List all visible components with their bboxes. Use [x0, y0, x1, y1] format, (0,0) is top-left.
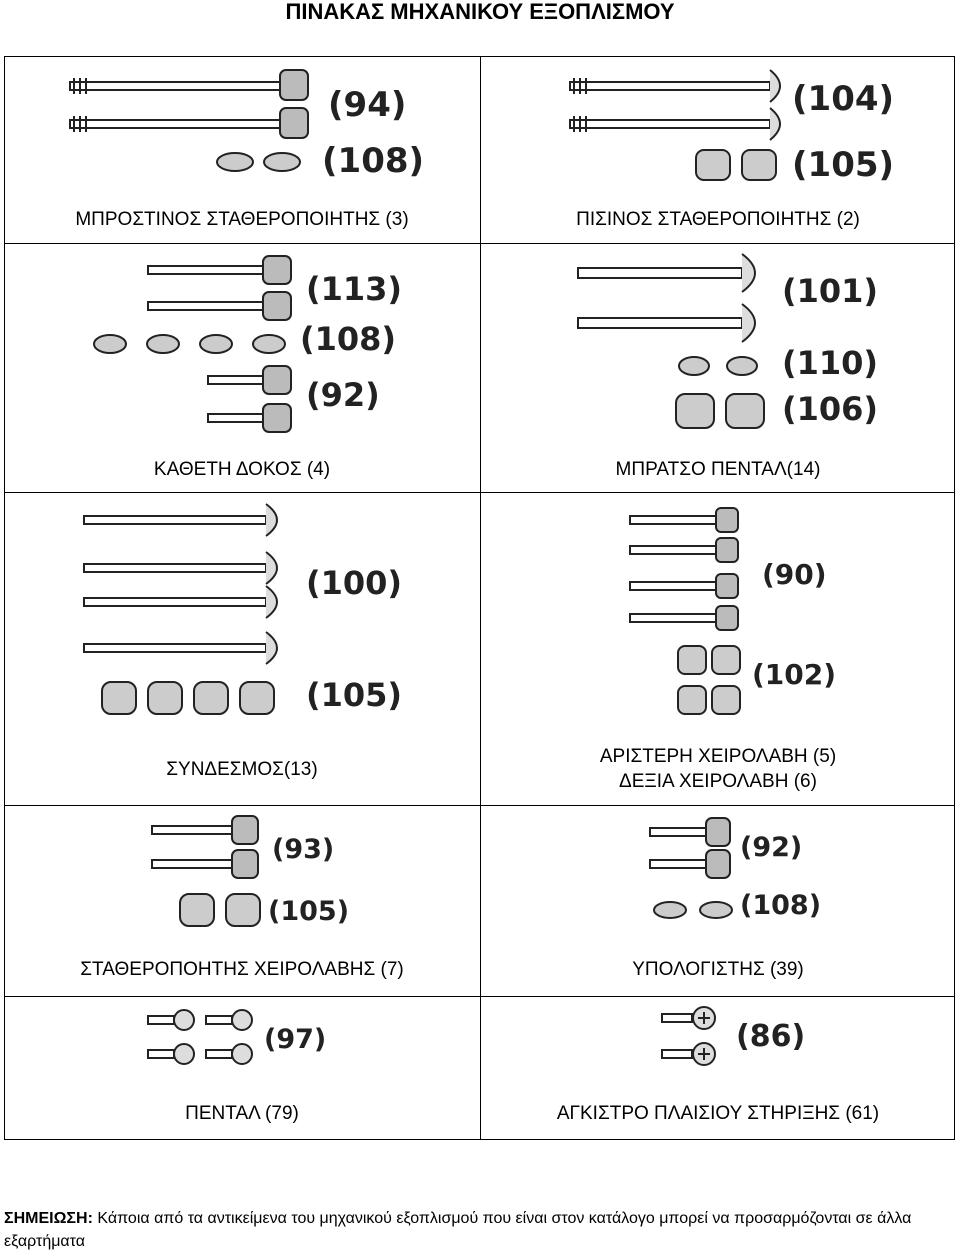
part-number: (110) — [782, 344, 879, 382]
washer-icon — [253, 335, 285, 353]
cell-caption: ΠΙΣΙΝΟΣ ΣΤΑΘΕΡΟΠΟΙΗΤΗΣ (2) — [576, 209, 860, 230]
bolt-icon — [70, 70, 308, 100]
bolt-icon — [570, 108, 780, 140]
part-number: (105) — [792, 145, 895, 185]
washer-icon — [700, 902, 732, 918]
screw-icon — [206, 1010, 252, 1030]
nut-icon — [226, 894, 260, 926]
nut-icon — [148, 682, 182, 714]
screw-icon — [662, 1043, 715, 1065]
pedal-hardware-illustration — [146, 1006, 336, 1078]
page-title: ΠΙΝΑΚΑΣ ΜΗΧΑΝΙΚΟΥ ΕΞΟΠΛΙΣΜΟΥ — [285, 0, 675, 24]
bolt-icon — [630, 538, 738, 562]
table-divider — [4, 243, 955, 244]
nut-icon — [102, 682, 136, 714]
nut-icon — [712, 646, 740, 674]
note-label: ΣΗΜΕΙΩΣΗ: — [4, 1210, 93, 1227]
bolt-icon — [84, 586, 277, 618]
cell-caption: ΚΑΘΕΤΗ ΔΟΚΟΣ (4) — [153, 459, 331, 480]
bolt-icon — [650, 818, 730, 846]
bolt-icon — [84, 552, 277, 584]
pedal-arm-hardware-illustration — [574, 252, 879, 438]
part-number: (100) — [306, 564, 403, 602]
handlebar-stabilizer-hardware-illustration — [148, 812, 348, 932]
washer-icon — [94, 335, 126, 353]
screw-icon — [148, 1010, 194, 1030]
part-number: (106) — [782, 390, 879, 428]
washer-icon — [217, 153, 253, 171]
bolt-icon — [630, 508, 738, 532]
part-number: (94) — [328, 85, 407, 125]
cell-caption: ΑΓΚΙΣΤΡΟ ΠΛΑΙΣΙΟΥ ΣΤΗΡΙΞΗΣ (61) — [556, 1103, 880, 1124]
cell-caption: ΔΕΞΙΑ ΧΕΙΡΟΛΑΒΗ (6) — [619, 771, 817, 792]
cell-caption: ΣΤΑΘΕΡΟΠΟΗΤΗΣ ΧΕΙΡΟΛΑΒΗΣ (7) — [80, 959, 404, 980]
part-number: (104) — [792, 79, 895, 119]
screw-icon — [148, 1044, 194, 1064]
bolt-icon — [152, 850, 258, 878]
nut-icon — [676, 394, 714, 428]
bolt-icon — [208, 366, 291, 394]
part-number: (108) — [740, 890, 822, 921]
part-number: (102) — [752, 658, 837, 691]
nut-icon — [194, 682, 228, 714]
cell-caption: ΥΠΟΛΟΓΙΣΤΗΣ (39) — [632, 959, 804, 980]
washer-icon — [727, 357, 757, 375]
connector-hardware-illustration — [80, 502, 403, 722]
part-number: (97) — [264, 1024, 327, 1055]
front-stabilizer-hardware-illustration — [60, 64, 440, 190]
part-number: (101) — [782, 272, 879, 310]
nut-icon — [678, 646, 706, 674]
part-number: (105) — [306, 676, 403, 714]
bolt-icon — [570, 70, 780, 102]
cell-caption: ΣΥΝΔΕΣΜΟΣ(13) — [166, 759, 318, 780]
washer-icon — [679, 357, 709, 375]
bolt-icon — [630, 606, 738, 630]
nut-icon — [726, 394, 764, 428]
bolt-icon — [578, 254, 755, 292]
bolt-icon — [70, 108, 308, 138]
part-number: (93) — [272, 834, 335, 865]
bolt-icon — [630, 574, 738, 598]
washer-icon — [200, 335, 232, 353]
bolt-icon — [84, 504, 277, 536]
nut-icon — [678, 686, 706, 714]
nut-icon — [180, 894, 214, 926]
part-number: (108) — [300, 320, 397, 358]
screw-icon — [206, 1044, 252, 1064]
frame-hook-hardware-illustration — [660, 1006, 820, 1072]
nut-icon — [240, 682, 274, 714]
bolt-icon — [84, 632, 277, 664]
part-number: (92) — [740, 832, 803, 863]
bolt-icon — [208, 404, 291, 432]
table-divider — [4, 996, 955, 997]
cell-caption: ΜΠΡΑΤΣΟ ΠΕΝΤΑΛ(14) — [615, 459, 821, 480]
note-text: Κάποια από τα αντικείμενα του μηχανικού εξοπλισμού που είναι στον κατάλογο μπορεί να προσαρμόζονται σε άλλα εξαρτήματα — [4, 1210, 912, 1250]
part-number: (108) — [322, 141, 425, 181]
bolt-icon — [148, 256, 291, 284]
rear-stabilizer-hardware-illustration — [560, 64, 940, 190]
cell-caption: ΠΕΝΤΑΛ (79) — [185, 1103, 299, 1124]
nut-icon — [742, 150, 776, 180]
bolt-icon — [152, 816, 258, 844]
washer-icon — [147, 335, 179, 353]
washer-icon — [654, 902, 686, 918]
part-number: (92) — [306, 376, 380, 414]
cell-caption: ΑΡΙΣΤΕΡΗ ΧΕΙΡΟΛΑΒΗ (5) — [599, 746, 837, 767]
screw-icon — [662, 1007, 715, 1029]
cell-caption: ΜΠΡΟΣΤΙΝΟΣ ΣΤΑΘΕΡΟΠΟΙΗΤΗΣ (3) — [75, 209, 409, 230]
handlebar-hardware-illustration — [626, 506, 846, 722]
vertical-beam-hardware-illustration — [88, 254, 408, 440]
table-divider — [4, 492, 955, 493]
part-number: (113) — [306, 270, 403, 308]
nut-icon — [696, 150, 730, 180]
part-number: (86) — [736, 1019, 806, 1054]
bolt-icon — [148, 292, 291, 320]
bolt-icon — [650, 850, 730, 878]
part-number: (105) — [268, 896, 350, 927]
table-divider — [4, 805, 955, 806]
bolt-icon — [578, 304, 755, 342]
part-number: (90) — [762, 558, 827, 591]
footnote — [4, 1207, 954, 1253]
nut-icon — [712, 686, 740, 714]
computer-hardware-illustration — [646, 816, 836, 926]
washer-icon — [264, 153, 300, 171]
